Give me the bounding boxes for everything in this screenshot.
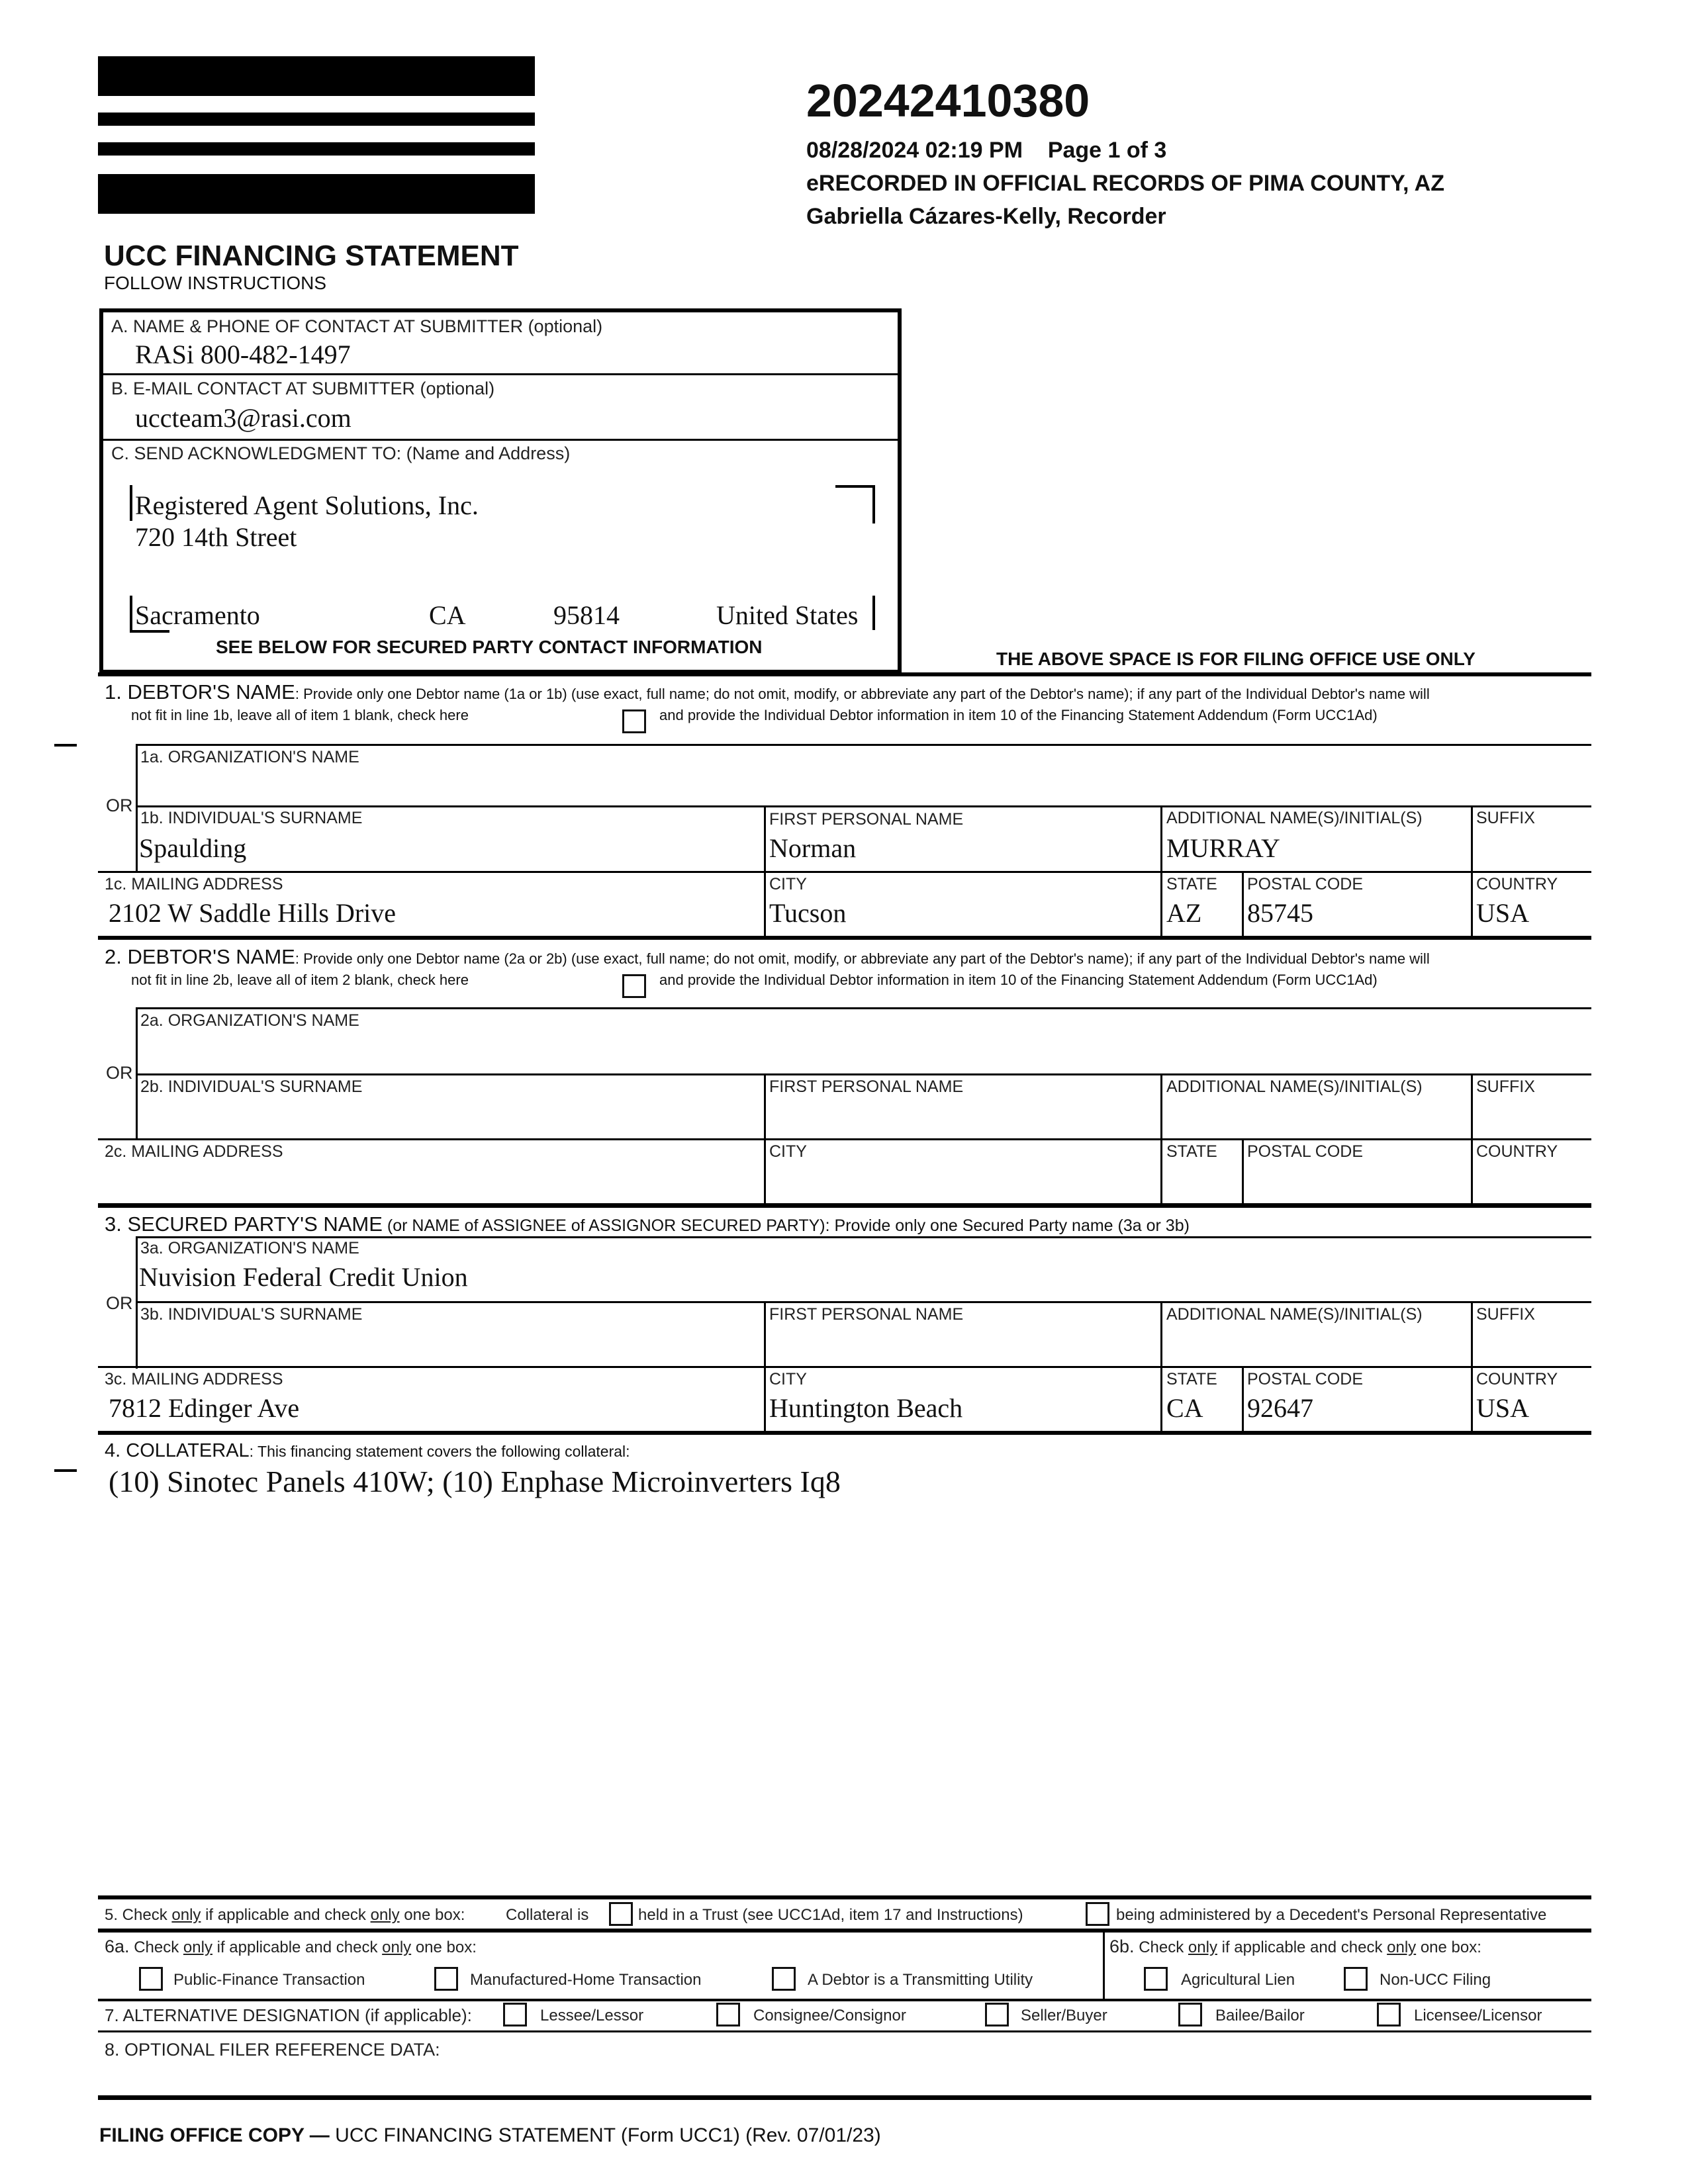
item7-opt3: Seller/Buyer	[1021, 2007, 1107, 2025]
item6b-opt1: Agricultural Lien	[1181, 1971, 1295, 1989]
debtor2-first-label: FIRST PERSONAL NAME	[769, 1077, 964, 1096]
divider	[98, 1138, 1591, 1140]
item6a-manufactured-home-checkbox[interactable]	[434, 1967, 458, 1991]
secured-surname-label: 3b. INDIVIDUAL'S SURNAME	[140, 1305, 363, 1324]
item5-label: 5. Check only if applicable and check only one box:	[105, 1906, 465, 1924]
divider-thick	[98, 1895, 1591, 1899]
debtor1-instr2a: not fit in line 1b, leave all of item 1 blank, check here	[131, 707, 469, 723]
divider-v	[1242, 1138, 1244, 1205]
recorder-line: Gabriella Cázares-Kelly, Recorder	[806, 204, 1166, 229]
recording-date	[806, 138, 1166, 163]
item7-opt1: Lessee/Lessor	[540, 2007, 644, 2025]
item6a-opt2: Manufactured-Home Transaction	[470, 1971, 702, 1989]
form-footer	[99, 2124, 881, 2147]
secured-mail: 7812 Edinger Ave	[109, 1393, 300, 1423]
debtor2-country-label: COUNTRY	[1476, 1142, 1558, 1161]
debtor1-addl: MURRAY	[1166, 833, 1280, 863]
debtor2-title: DEBTOR'S NAME	[127, 945, 295, 968]
debtor1-postal-label: POSTAL CODE	[1247, 875, 1364, 893]
secured-country: USA	[1476, 1393, 1530, 1423]
debtor2-or: OR	[106, 1063, 133, 1083]
debtor1-state: AZ	[1166, 898, 1202, 928]
item7-licensee-checkbox[interactable]	[1377, 2003, 1401, 2026]
debtor1-num: 1.	[105, 680, 128, 704]
secured-suffix-label: SUFFIX	[1476, 1305, 1535, 1324]
submitter-c-label: C. SEND ACKNOWLEDGMENT TO: (Name and Address)	[111, 443, 571, 463]
debtor1-instr2b: and provide the Individual Debtor information in item 10 of the Financing Statement Addendum (Form UCC1Ad)	[659, 707, 1378, 723]
secured-or: OR	[106, 1293, 133, 1313]
item7-opt5: Licensee/Licensor	[1414, 2007, 1542, 2025]
divider-thick	[98, 672, 1591, 676]
debtor1-suffix-label: SUFFIX	[1476, 809, 1535, 827]
divider	[136, 744, 1591, 746]
debtor2-org-label: 2a. ORGANIZATION'S NAME	[140, 1011, 359, 1030]
ack-city: Sacramento	[135, 600, 260, 630]
collateral-text: (10) Sinotec Panels 410W; (10) Enphase Microinverters Iq8	[109, 1465, 841, 1498]
divider-thick	[98, 936, 1591, 940]
submitter-a-value: RASi 800-482-1497	[135, 340, 351, 369]
divider	[136, 1301, 1591, 1303]
debtor2-num: 2.	[105, 945, 128, 968]
debtor1-or: OR	[106, 796, 133, 815]
debtor1-surname: Spaulding	[139, 833, 247, 863]
debtor1-city-label: CITY	[769, 875, 807, 893]
secured-party-note: SEE BELOW FOR SECURED PARTY CONTACT INFORMATION	[216, 637, 763, 657]
secured-addl-label: ADDITIONAL NAME(S)/INITIAL(S)	[1166, 1305, 1423, 1324]
item8-label: 8. OPTIONAL FILER REFERENCE DATA:	[105, 2040, 440, 2060]
divider	[98, 1366, 1591, 1368]
secured-heading	[105, 1212, 1190, 1236]
form-title: UCC FINANCING STATEMENT	[104, 240, 519, 272]
divider	[136, 805, 1591, 807]
divider	[98, 2030, 1591, 2032]
divider	[103, 373, 898, 375]
item7-lessee-checkbox[interactable]	[503, 2003, 527, 2026]
submitter-b-value: uccteam3@rasi.com	[135, 403, 352, 433]
debtor1-city: Tucson	[769, 898, 847, 928]
secured-country-label: COUNTRY	[1476, 1370, 1558, 1388]
item7-consignee-checkbox[interactable]	[716, 2003, 740, 2026]
debtor2-mail-label: 2c. MAILING ADDRESS	[105, 1142, 283, 1161]
item6a-label: 6a. Check only if applicable and check only one box:	[105, 1936, 477, 1956]
item6a-opt1: Public-Finance Transaction	[173, 1971, 365, 1989]
item7-label: 7. ALTERNATIVE DESIGNATION (if applicable):	[105, 2005, 472, 2025]
debtor1-addendum-checkbox[interactable]	[622, 709, 646, 733]
item5-trust-checkbox[interactable]	[609, 1902, 633, 1926]
secured-mail-label: 3c. MAILING ADDRESS	[105, 1370, 283, 1388]
secured-postal-label: POSTAL CODE	[1247, 1370, 1364, 1388]
page-info: Page 1 of 3	[1047, 138, 1167, 163]
divider	[136, 1073, 1591, 1075]
collateral-num: 4.	[105, 1440, 126, 1461]
footer-bold: FILING OFFICE COPY —	[99, 2124, 330, 2146]
or-bracket	[136, 1007, 138, 1140]
debtor2-instr1: : Provide only one Debtor name (2a or 2b) (use exact, full name; do not omit, modify, or abbreviate any part of the Debtor's name); if any part of the Individual Debtor's name will	[295, 950, 1430, 967]
item7-bailee-checkbox[interactable]	[1178, 2003, 1202, 2026]
item5-opt1: held in a Trust (see UCC1Ad, item 17 and Instructions)	[638, 1906, 1023, 1924]
ack-name: Registered Agent Solutions, Inc.	[135, 490, 479, 520]
margin-tick	[54, 1469, 77, 1472]
secured-state-label: STATE	[1166, 1370, 1217, 1388]
secured-org-label: 3a. ORGANIZATION'S NAME	[140, 1239, 359, 1257]
debtor2-addendum-checkbox[interactable]	[622, 974, 646, 998]
debtor1-mail-label: 1c. MAILING ADDRESS	[105, 875, 283, 893]
collateral-heading	[105, 1440, 630, 1462]
secured-title: SECURED PARTY'S NAME	[127, 1212, 383, 1236]
item6a-opt3: A Debtor is a Transmitting Utility	[808, 1971, 1033, 1989]
or-bracket	[136, 1236, 138, 1369]
form-subtitle: FOLLOW INSTRUCTIONS	[104, 273, 327, 293]
divider	[98, 1999, 1591, 2001]
item6a-transmitting-utility-checkbox[interactable]	[772, 1967, 796, 1991]
divider	[136, 1007, 1591, 1009]
divider-v	[1242, 1366, 1244, 1432]
debtor2-city-label: CITY	[769, 1142, 807, 1161]
item7-seller-checkbox[interactable]	[985, 2003, 1009, 2026]
secured-state: CA	[1166, 1393, 1203, 1423]
header-bar-2	[98, 113, 535, 126]
divider	[103, 439, 898, 441]
debtor2-instr2b: and provide the Individual Debtor information in item 10 of the Financing Statement Addendum (Form UCC1Ad)	[659, 972, 1378, 988]
divider	[136, 1236, 1591, 1238]
debtor2-state-label: STATE	[1166, 1142, 1217, 1161]
item6b-non-ucc-checkbox[interactable]	[1344, 1967, 1368, 1991]
debtor1-heading	[105, 680, 1430, 704]
bracket-top-right	[835, 485, 875, 523]
debtor1-title: DEBTOR'S NAME	[127, 680, 295, 704]
ack-zip: 95814	[553, 600, 620, 630]
divider-v	[1103, 1931, 1105, 2000]
secured-first-label: FIRST PERSONAL NAME	[769, 1305, 964, 1324]
item6b-label: 6b. Check only if applicable and check only one box:	[1109, 1936, 1481, 1956]
secured-num: 3.	[105, 1212, 128, 1236]
debtor1-postal: 85745	[1247, 898, 1313, 928]
debtor1-country: USA	[1476, 898, 1530, 928]
filing-office-note: THE ABOVE SPACE IS FOR FILING OFFICE USE ONLY	[996, 649, 1476, 669]
item5-decedent-checkbox[interactable]	[1086, 1902, 1109, 1926]
divider-thick	[98, 1431, 1591, 1435]
margin-tick	[54, 744, 77, 747]
ack-country: United States	[716, 600, 859, 630]
debtor1-instr1: : Provide only one Debtor name (1a or 1b) (use exact, full name; do not omit, modify, or abbreviate any part of the Debtor's name); if any part of the Individual Debtor's name will	[295, 686, 1430, 702]
debtor2-suffix-label: SUFFIX	[1476, 1077, 1535, 1096]
divider-thick	[98, 1203, 1591, 1208]
header-bar-4	[98, 174, 535, 214]
debtor2-instr2a: not fit in line 2b, leave all of item 2 blank, check here	[131, 972, 469, 988]
item7-opt4: Bailee/Bailor	[1215, 2007, 1305, 2025]
divider-thick	[98, 1929, 1591, 1933]
debtor2-heading	[105, 945, 1430, 969]
ack-state: CA	[429, 600, 466, 630]
debtor1-country-label: COUNTRY	[1476, 875, 1558, 893]
debtor2-surname-label: 2b. INDIVIDUAL'S SURNAME	[140, 1077, 363, 1096]
item7-opt2: Consignee/Consignor	[753, 2007, 906, 2025]
secured-city: Huntington Beach	[769, 1393, 963, 1423]
ack-street: 720 14th Street	[135, 522, 297, 552]
or-bracket	[136, 744, 138, 872]
debtor1-mail: 2102 W Saddle Hills Drive	[109, 898, 397, 928]
secured-city-label: CITY	[769, 1370, 807, 1388]
item5-opt2: being administered by a Decedent's Personal Representative	[1116, 1906, 1547, 1924]
submitter-b-label: B. E-MAIL CONTACT AT SUBMITTER (optional)	[111, 379, 495, 398]
debtor1-state-label: STATE	[1166, 875, 1217, 893]
recording-date-time: 08/28/2024 02:19 PM	[806, 138, 1023, 163]
collateral-title: COLLATERAL	[126, 1440, 250, 1461]
divider	[98, 871, 1591, 873]
item6b-opt2: Non-UCC Filing	[1380, 1971, 1491, 1989]
debtor1-addl-label: ADDITIONAL NAME(S)/INITIAL(S)	[1166, 809, 1423, 827]
secured-heading-rest: (or NAME of ASSIGNEE of ASSIGNOR SECURED PARTY): Provide only one Secured Party name (3a or 3b)	[382, 1216, 1190, 1235]
secured-postal: 92647	[1247, 1393, 1313, 1423]
item5-collateral-is: Collateral is	[506, 1906, 589, 1924]
header-bar-3	[98, 142, 535, 156]
secured-org: Nuvision Federal Credit Union	[139, 1262, 468, 1292]
footer-text: FILING OFFICE COPY — UCC FINANCING STATEMENT (Form UCC1) (Rev. 07/01/23)	[99, 2124, 881, 2146]
collateral-heading-rest: : This financing statement covers the following collateral:	[249, 1443, 630, 1460]
debtor1-surname-label: 1b. INDIVIDUAL'S SURNAME	[140, 809, 363, 827]
item6a-public-finance-checkbox[interactable]	[139, 1967, 163, 1991]
debtor2-postal-label: POSTAL CODE	[1247, 1142, 1364, 1161]
debtor2-addl-label: ADDITIONAL NAME(S)/INITIAL(S)	[1166, 1077, 1423, 1096]
debtor1-org-label: 1a. ORGANIZATION'S NAME	[140, 748, 359, 766]
recorded-line: eRECORDED IN OFFICIAL RECORDS OF PIMA COUNTY, AZ	[806, 171, 1445, 196]
divider-thick	[98, 2095, 1591, 2100]
debtor1-first: Norman	[769, 833, 857, 863]
debtor1-first-label: FIRST PERSONAL NAME	[769, 810, 964, 829]
divider-v	[1242, 871, 1244, 937]
item6b-agricultural-lien-checkbox[interactable]	[1144, 1967, 1168, 1991]
submitter-a-label: A. NAME & PHONE OF CONTACT AT SUBMITTER (optional)	[111, 316, 603, 336]
document-number: 20242410380	[806, 75, 1090, 126]
header-bar-1	[98, 56, 535, 96]
